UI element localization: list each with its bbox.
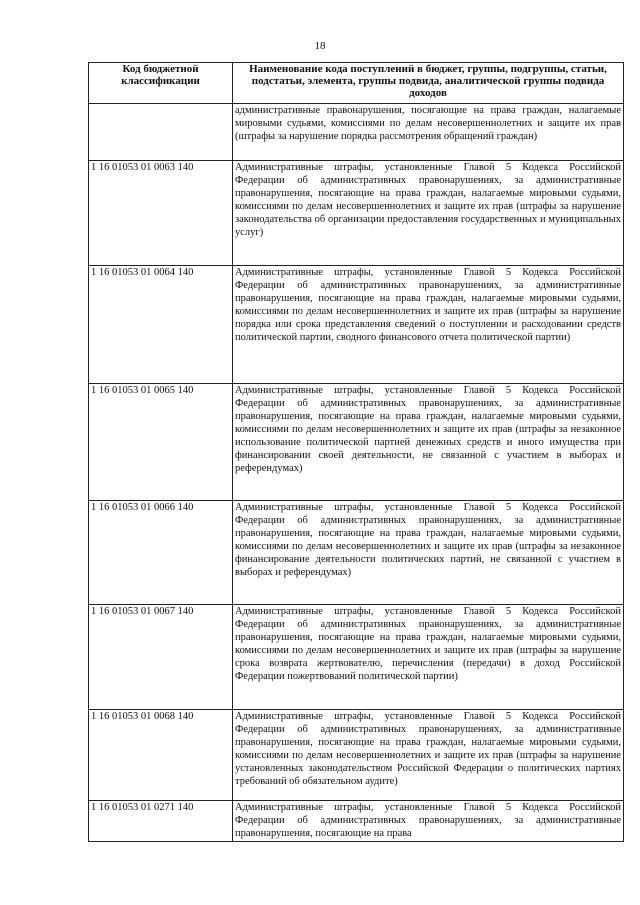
budget-classification-table xyxy=(88,62,624,842)
table-row xyxy=(89,104,624,161)
row-description: Административные штрафы, установленные Главой 5 Кодекса Российской Федерации об административных правонарушениях, за административные правонарушения, посягающие на права граждан, налагаемые мировыми судьями, комиссиями по делам несовершеннолетних и защите их прав (штрафы за незаконное использование политической партией денежных средств и иного имущества при финансировании своей деятельности, не связанной с участием в выборах и референдумах) xyxy=(233,384,624,501)
row-code: 1 16 01053 01 0271 140 xyxy=(89,801,233,842)
table-row xyxy=(89,384,624,501)
row-description: Административные штрафы, установленные Главой 5 Кодекса Российской Федерации об административных правонарушениях, за административные правонарушения, посягающие на права xyxy=(233,801,624,842)
row-code: 1 16 01053 01 0067 140 xyxy=(89,605,233,710)
row-code: 1 16 01053 01 0064 140 xyxy=(89,266,233,384)
table-row xyxy=(89,710,624,801)
table-row xyxy=(89,501,624,605)
row-code: 1 16 01053 01 0065 140 xyxy=(89,384,233,501)
row-code xyxy=(89,104,233,161)
row-description: Административные штрафы, установленные Главой 5 Кодекса Российской Федерации об административных правонарушениях, за административные правонарушения, посягающие на права граждан, налагаемые мировыми судьями, комиссиями по делам несовершеннолетних и защите их прав (штрафы за нарушение законодательства об организации предоставления государственных и муниципальных услуг) xyxy=(233,161,624,266)
table-header-row xyxy=(89,63,624,104)
row-code: 1 16 01053 01 0068 140 xyxy=(89,710,233,801)
row-description: Административные штрафы, установленные Главой 5 Кодекса Российской Федерации об административных правонарушениях, за административные правонарушения, посягающие на права граждан, налагаемые мировыми судьями, комиссиями по делам несовершеннолетних и защите их прав (штрафы за нарушение порядка или срока представления сведений о поступлении и расходовании средств политической партии, сводного финансового отчета политической партии) xyxy=(233,266,624,384)
row-description: административные правонарушения, посягающие на права граждан, налагаемые мировыми судьями, комиссиями по делам несовершеннолетних и защите их прав (штрафы за нарушение порядка рассмотрения обращений граждан) xyxy=(233,104,624,161)
header-name: Наименование кода поступлений в бюджет, группы, подгруппы, статьи, подстатьи, элемента, группы подвида, аналитической группы подвида доходов xyxy=(233,63,624,104)
header-code: Код бюджетной классификации xyxy=(89,63,233,104)
table-row xyxy=(89,801,624,842)
table-row xyxy=(89,161,624,266)
row-description: Административные штрафы, установленные Главой 5 Кодекса Российской Федерации об административных правонарушениях, за административные правонарушения, посягающие на права граждан, налагаемые мировыми судьями, комиссиями по делам несовершеннолетних и защите их прав (штрафы за нарушение установленных законодательством Российской Федерации о политических партиях требований об обязательном аудите) xyxy=(233,710,624,801)
page-number: 18 xyxy=(314,40,326,52)
row-code: 1 16 01053 01 0066 140 xyxy=(89,501,233,605)
row-description: Административные штрафы, установленные Главой 5 Кодекса Российской Федерации об административных правонарушениях, за административные правонарушения, посягающие на права граждан, налагаемые мировыми судьями, комиссиями по делам несовершеннолетних и защите их прав (штрафы за нарушение срока возврата жертвователю, перечисления (передачи) в доход Российской Федерации пожертвований политической партии) xyxy=(233,605,624,710)
row-code: 1 16 01053 01 0063 140 xyxy=(89,161,233,266)
table-row xyxy=(89,605,624,710)
table-row xyxy=(89,266,624,384)
row-description: Административные штрафы, установленные Главой 5 Кодекса Российской Федерации об административных правонарушениях, за административные правонарушения, посягающие на права граждан, налагаемые мировыми судьями, комиссиями по делам несовершеннолетних и защите их прав (штрафы за незаконное финансирование деятельности политических партий, не связанной с участием в выборах и референдумах) xyxy=(233,501,624,605)
